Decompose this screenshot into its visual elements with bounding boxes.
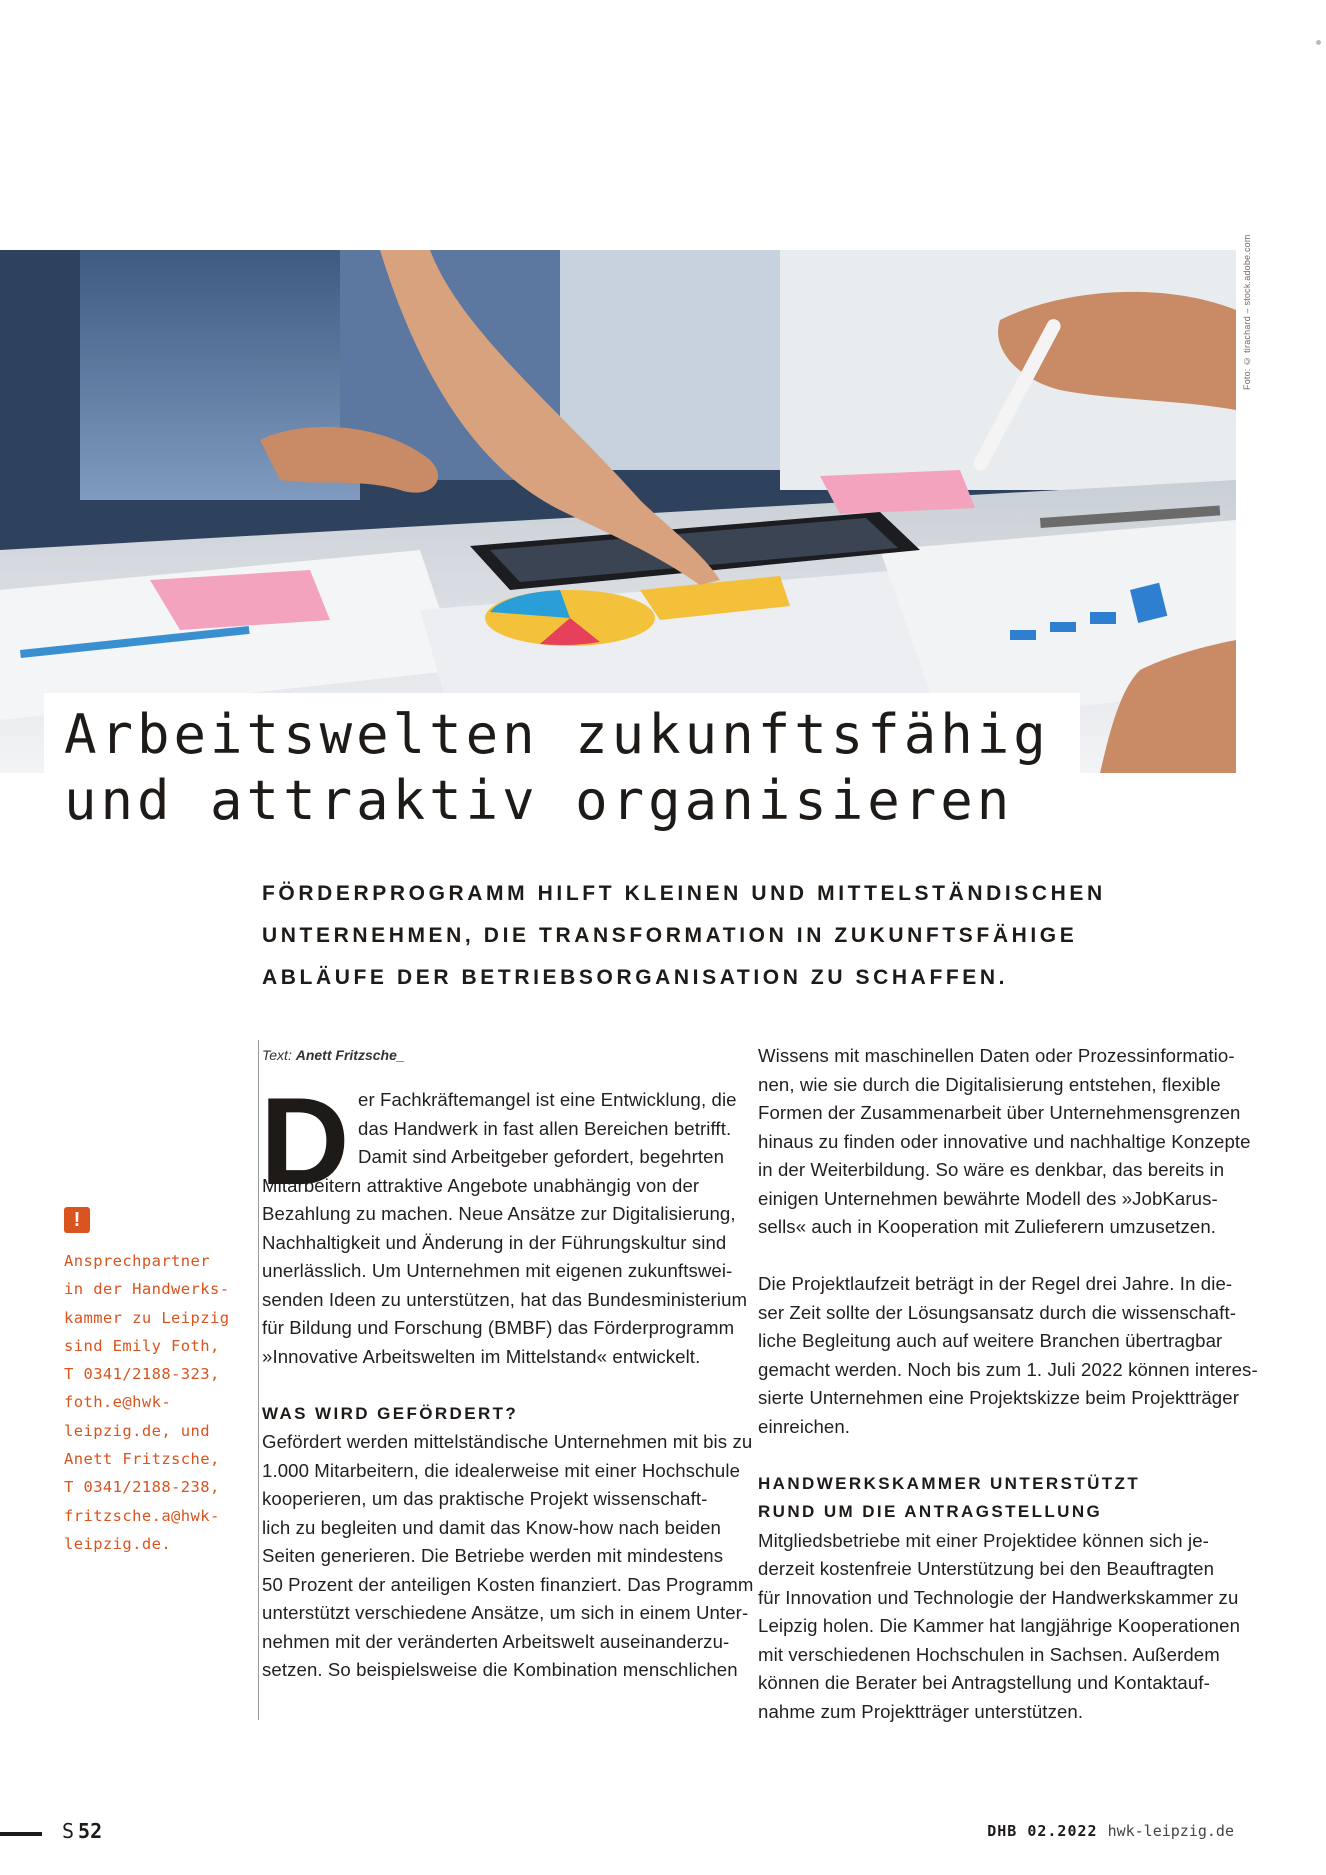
text-line: können die Berater bei Antragstellung und Kontaktauf- <box>758 1672 1210 1693</box>
text-line: unterstützt verschiedene Ansätze, um sich in einem Unter- <box>262 1602 749 1623</box>
text-line: nehmen mit der veränderten Arbeitswelt auseinanderzu- <box>262 1630 730 1652</box>
chart-bar-small <box>1010 630 1036 640</box>
exclamation-icon: ! <box>64 1207 90 1233</box>
subtitle <box>262 873 1106 999</box>
text-line: Formen der Zusammenarbeit über Unternehmensgrenzen <box>758 1102 1241 1123</box>
article-column-1 <box>260 1042 754 1685</box>
page-number <box>62 1819 102 1843</box>
contact-info <box>64 1247 254 1558</box>
heading-line: WAS WIRD GEFÖRDERT? <box>262 1403 519 1423</box>
text-line: hinaus zu finden oder innovative und nachhaltige Konzepte <box>758 1130 1251 1152</box>
text-line: in der Weiterbildung. So wäre es denkbar, das bereits in <box>758 1159 1225 1180</box>
paragraph <box>758 1527 1241 1727</box>
subtitle-line: UNTERNEHMEN, DIE TRANSFORMATION IN ZUKUNFTSFÄHIGE <box>262 924 1078 947</box>
text-line: Nachhaltigkeit und Änderung in der Führungskultur sind <box>262 1231 727 1253</box>
text-line: einigen Unternehmen bewährte Modell des »JobKarus- <box>758 1187 1218 1209</box>
text-line: Seiten generieren. Die Betriebe werden mit mindestens <box>262 1545 724 1566</box>
text-line: nahme zum Projektträger unterstützen. <box>758 1700 1084 1722</box>
text-line: einreichen. <box>758 1415 851 1437</box>
heading-line: HANDWERKSKAMMER UNTERSTÜTZT <box>758 1473 1141 1493</box>
text-line: sells« auch in Kooperation mit Zulieferern umzusetzen. <box>758 1216 1217 1237</box>
text-line: nen, wie sie durch die Digitalisierung entstehen, flexible <box>758 1073 1221 1095</box>
text-line: Mitarbeitern attraktive Angebote unabhängig von der <box>262 1174 700 1196</box>
footer-info <box>987 1822 1234 1840</box>
text-line: Wissens mit maschinellen Daten oder Prozessinformatio- <box>758 1045 1235 1066</box>
text-line: gemacht werden. Noch bis zum 1. Juli 2022 können interes- <box>758 1358 1258 1380</box>
byline-author: Anett Fritzsche_ <box>295 1047 405 1063</box>
text-line: setzen. So beispielsweise die Kombination menschlichen <box>262 1659 738 1680</box>
issue-label: DHB 02.2022 <box>987 1822 1098 1840</box>
title-line: Arbeitswelten zukunftsfähig <box>64 703 1050 766</box>
contact-line: leipzig.de, und <box>64 1421 210 1440</box>
text-line: für Bildung und Forschung (BMBF) das Förderprogramm <box>262 1317 735 1338</box>
text-line: unerlässlich. Um Unternehmen mit eigenen zukunftswei- <box>262 1260 733 1281</box>
text-line: liche Begleitung auch auf weitere Branchen übertragbar <box>758 1330 1223 1351</box>
text-line: sierte Unternehmen eine Projektskizze beim Projektträger <box>758 1387 1239 1408</box>
contact-line: T 0341/2188-238, <box>64 1478 220 1497</box>
text-line: Die Projektlaufzeit beträgt in der Regel drei Jahre. In die- <box>758 1273 1233 1294</box>
page-prefix: S <box>62 1819 75 1843</box>
subtitle-line: ABLÄUFE DER BETRIEBSORGANISATION ZU SCHAFFEN. <box>262 966 1009 989</box>
page-title <box>64 702 1214 834</box>
text-line: für Innovation und Technologie der Handwerkskammer zu <box>758 1586 1239 1608</box>
person-shirt-right <box>560 250 800 470</box>
paragraph <box>758 1270 1258 1441</box>
text-line: »Innovative Arbeitswelten im Mittelstand« entwickelt. <box>262 1345 701 1367</box>
contact-sidebar <box>64 1207 254 1558</box>
paragraph <box>262 1428 754 1685</box>
text-line: ser Zeit sollte der Lösungsansatz durch die wissenschaft- <box>758 1301 1237 1323</box>
footer-bar <box>0 1832 42 1836</box>
text-line: Bezahlung zu machen. Neue Ansätze zur Digitalisierung, <box>262 1203 736 1224</box>
contact-line: kammer zu Leipzig <box>64 1308 230 1327</box>
text-line: senden Ideen zu unterstützen, hat das Bundesministerium <box>262 1288 748 1310</box>
byline-prefix: Text: <box>262 1047 296 1063</box>
chart-bar-small <box>1090 612 1116 624</box>
column-divider <box>258 1040 259 1720</box>
text-line: mit verschiedenen Hochschulen in Sachsen. Außerdem <box>758 1643 1220 1665</box>
contact-line: leipzig.de. <box>64 1534 172 1553</box>
contact-line: in der Handwerks- <box>64 1280 230 1299</box>
text-line: 50 Prozent der anteiligen Kosten finanziert. Das Programm <box>262 1573 754 1595</box>
text-line: Damit sind Arbeitgeber gefordert, begehrten <box>358 1146 725 1167</box>
text-line: das Handwerk in fast allen Bereichen betrifft. <box>358 1117 732 1139</box>
website-link[interactable]: hwk-leipzig.de <box>1107 1822 1234 1840</box>
contact-line: fritzsche.a@hwk- <box>64 1506 220 1525</box>
drop-cap: D <box>260 1073 350 1211</box>
contact-line: foth.e@hwk- <box>64 1393 172 1412</box>
article-column-2 <box>758 1042 1258 1726</box>
text-line: er Fachkräftemangel ist eine Entwicklung, die <box>358 1089 737 1110</box>
text-line: derzeit kostenfreie Unterstützung bei den Beauftragten <box>758 1558 1215 1579</box>
subtitle-line: FÖRDERPROGRAMM HILFT KLEINEN UND MITTELSTÄNDISCHEN <box>262 882 1106 905</box>
sticky-note-pink-right <box>820 470 975 514</box>
text-line: Gefördert werden mittelständische Unternehmen mit bis zu <box>262 1431 753 1452</box>
section-heading <box>758 1470 1234 1527</box>
text-line: lich zu begleiten und damit das Know-how nach beiden <box>262 1516 721 1538</box>
contact-line: Anett Fritzsche, <box>64 1450 220 1469</box>
text-line: Mitgliedsbetriebe mit einer Projektidee können sich je- <box>758 1529 1209 1551</box>
contact-line: T 0341/2188-323, <box>64 1365 220 1384</box>
heading-line: RUND UM DIE ANTRAGSTELLUNG <box>758 1502 1103 1521</box>
chart-bar-small <box>1050 622 1076 632</box>
section-heading <box>262 1400 738 1429</box>
byline <box>262 1042 738 1068</box>
page-number-value: 52 <box>78 1819 103 1843</box>
photo-credit: Foto: © tirachard – stock.adobe.com <box>1242 234 1252 390</box>
contact-line: sind Emily Foth, <box>64 1336 220 1355</box>
sticky-note-pink <box>150 570 330 630</box>
page-edge-dot <box>1316 40 1321 45</box>
text-line: 1.000 Mitarbeitern, die idealerweise mit einer Hochschule <box>262 1459 741 1481</box>
contact-line: Ansprechpartner <box>64 1252 210 1270</box>
text-line: Leipzig holen. Die Kammer hat langjährige Kooperationen <box>758 1615 1241 1636</box>
text-line: kooperieren, um das praktische Projekt wissenschaft- <box>262 1488 708 1509</box>
title-line: und attraktiv organisieren <box>64 769 1014 832</box>
paragraph <box>758 1042 1251 1242</box>
